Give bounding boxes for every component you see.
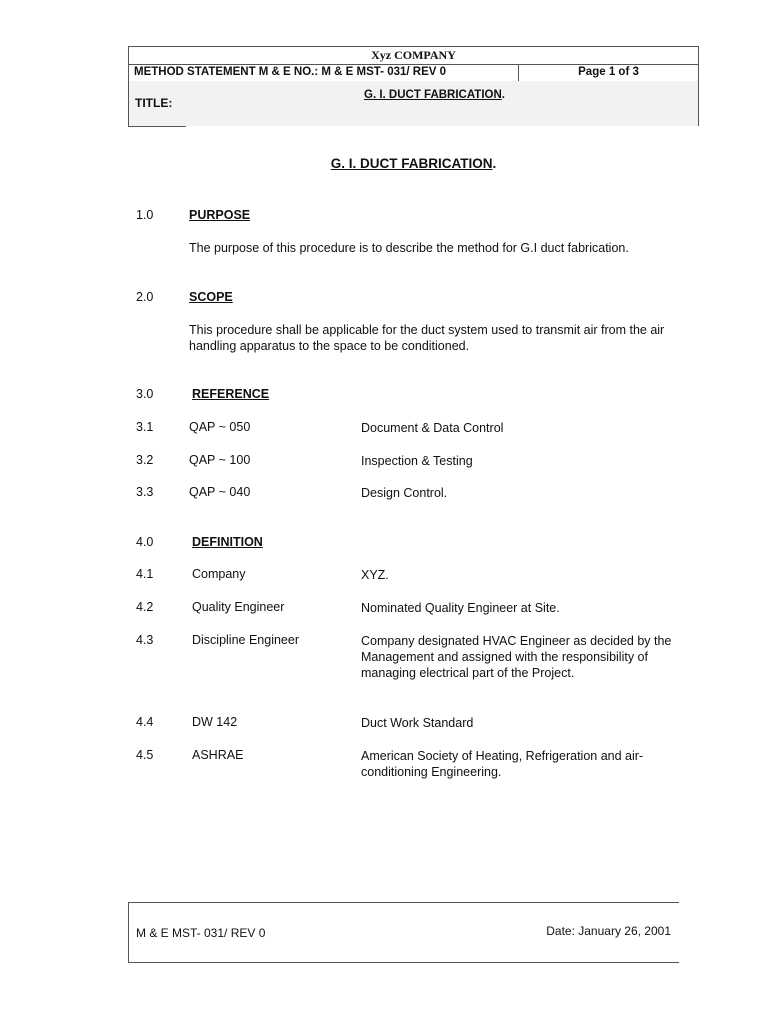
header-title-value bbox=[364, 89, 505, 101]
section-number-scope: 2.0 bbox=[136, 290, 154, 304]
title-label: TITLE: bbox=[135, 96, 173, 110]
header-title-row bbox=[129, 81, 698, 126]
document-title bbox=[128, 156, 699, 171]
document-header-table bbox=[128, 46, 699, 126]
header-info-row bbox=[129, 64, 698, 82]
definition-description: Company designated HVAC Engineer as decided by the Management and assigned with the responsibility of managing electrical part of the Project. bbox=[361, 634, 672, 680]
method-statement-number: METHOD STATEMENT M & E NO.: M & E MST- 031/ REV 0 bbox=[129, 64, 519, 81]
reference-item-code: QAP ~ 050 bbox=[189, 420, 251, 434]
section-heading-reference: REFERENCE bbox=[192, 387, 270, 401]
definition-term: DW 142 bbox=[192, 715, 238, 729]
definition-item-number: 4.4 bbox=[136, 715, 154, 729]
section-number-reference: 3.0 bbox=[136, 387, 154, 401]
definition-item-number: 4.5 bbox=[136, 748, 154, 762]
section-number-definition: 4.0 bbox=[136, 535, 154, 549]
company-name: Xyz COMPANY bbox=[129, 47, 698, 65]
section-heading-definition: DEFINITION bbox=[192, 535, 263, 549]
definition-item-number: 4.1 bbox=[136, 567, 154, 581]
reference-item-description: Design Control. bbox=[361, 486, 448, 500]
definition-term: ASHRAE bbox=[192, 748, 244, 762]
definition-term: Company bbox=[192, 567, 246, 581]
definition-description: Nominated Quality Engineer at Site. bbox=[361, 601, 560, 615]
purpose-text: The purpose of this procedure is to describe the method for G.I duct fabrication. bbox=[189, 241, 629, 255]
section-heading-purpose: PURPOSE bbox=[189, 208, 251, 222]
reference-item-number: 3.3 bbox=[136, 485, 154, 499]
definition-description: Duct Work Standard bbox=[361, 716, 474, 730]
reference-item-number: 3.2 bbox=[136, 453, 154, 467]
section-number-purpose: 1.0 bbox=[136, 208, 154, 222]
definition-item-number: 4.3 bbox=[136, 633, 154, 647]
header-title-suffix: . bbox=[501, 89, 505, 101]
reference-item-code: QAP ~ 100 bbox=[189, 453, 251, 467]
definition-term: Discipline Engineer bbox=[192, 633, 300, 647]
definition-item-number: 4.2 bbox=[136, 600, 154, 614]
reference-item-code: QAP ~ 040 bbox=[189, 485, 251, 499]
section-heading-scope: SCOPE bbox=[189, 290, 233, 304]
reference-item-number: 3.1 bbox=[136, 420, 154, 434]
footer-date: Date: January 26, 2001 bbox=[546, 924, 671, 938]
definition-description: XYZ. bbox=[361, 568, 389, 582]
document-title-text: G. I. DUCT FABRICATION bbox=[330, 156, 493, 171]
document-title-suffix: . bbox=[492, 156, 497, 171]
footer-document-number: M & E MST- 031/ REV 0 bbox=[136, 926, 266, 940]
definition-description: American Society of Heating, Refrigeration and air-conditioning Engineering. bbox=[361, 749, 644, 779]
header-divider bbox=[128, 126, 186, 127]
reference-item-description: Document & Data Control bbox=[361, 421, 504, 435]
page-indicator: Page 1 of 3 bbox=[578, 66, 639, 78]
definition-term: Quality Engineer bbox=[192, 600, 285, 614]
scope-text: This procedure shall be applicable for the duct system used to transmit air from the air handling apparatus to the space to be conditioned. bbox=[189, 323, 665, 353]
document-footer bbox=[128, 902, 679, 963]
header-title-text: G. I. DUCT FABRICATION bbox=[364, 89, 502, 101]
reference-item-description: Inspection & Testing bbox=[361, 454, 473, 468]
